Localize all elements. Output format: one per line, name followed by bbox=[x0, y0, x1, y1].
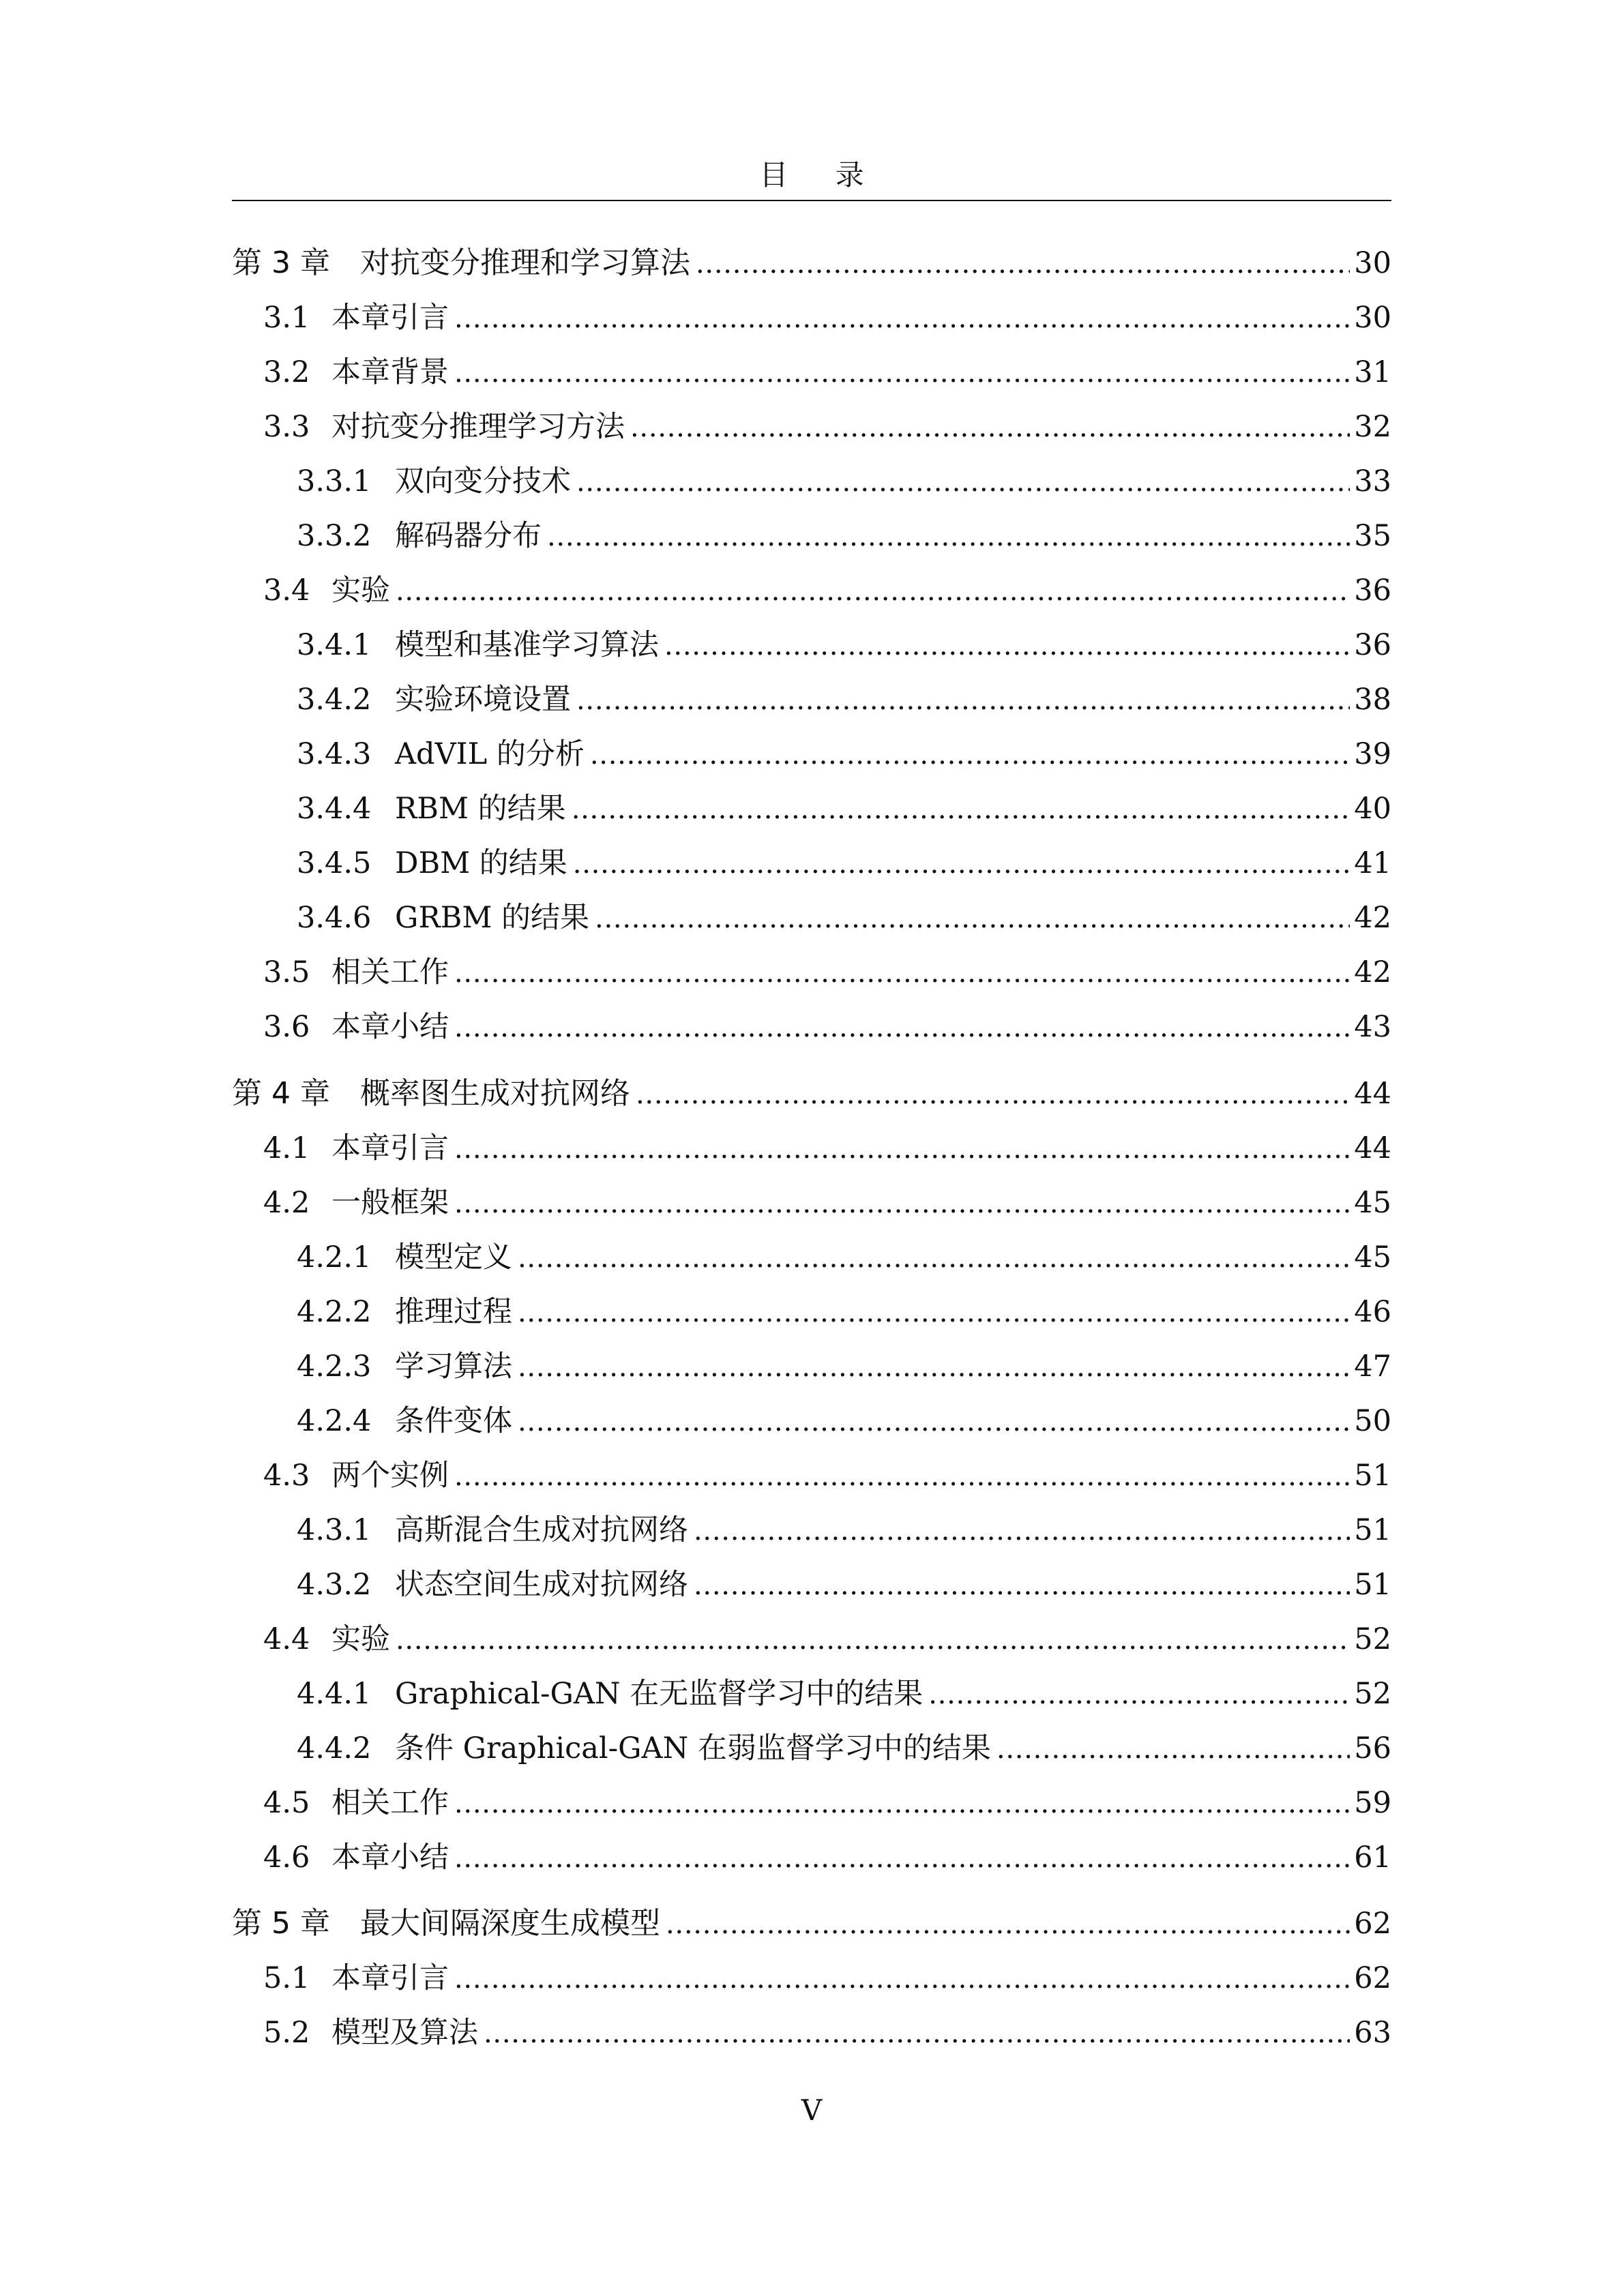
toc-entry-title: 条件 Graphical-GAN 在弱监督学习中的结果 bbox=[395, 1731, 991, 1765]
toc-entry-page-number: 59 bbox=[1354, 1786, 1391, 1820]
toc-subsection-entry[interactable] bbox=[232, 1729, 1391, 1768]
toc-dot-leader bbox=[630, 408, 1350, 447]
toc-dot-leader bbox=[484, 2014, 1350, 2053]
toc-entry-page-number: 39 bbox=[1354, 737, 1391, 771]
toc-section-entry[interactable] bbox=[232, 1129, 1391, 1167]
toc-entry-number: 4.3.2 bbox=[297, 1568, 372, 1602]
toc-section-entry[interactable] bbox=[232, 1457, 1391, 1495]
toc-subsection-entry[interactable] bbox=[232, 681, 1391, 719]
toc-entry-page-number: 36 bbox=[1354, 573, 1391, 608]
toc-entry-page-number: 61 bbox=[1354, 1840, 1391, 1875]
toc-entry-page-number: 35 bbox=[1354, 519, 1391, 553]
toc-dot-leader bbox=[454, 1130, 1350, 1168]
toc-entry-page-number: 32 bbox=[1354, 410, 1391, 444]
toc-section-entry[interactable] bbox=[232, 408, 1391, 446]
toc-entry-page-number: 38 bbox=[1354, 683, 1391, 717]
toc-entry-number: 3.6 bbox=[263, 1010, 310, 1044]
toc-entry-number: 4.1 bbox=[263, 1131, 310, 1165]
toc-entry-number: 3.4.1 bbox=[297, 628, 372, 662]
toc-entry-number: 3.3.1 bbox=[297, 464, 372, 498]
toc-entry-page-number: 41 bbox=[1354, 846, 1391, 880]
toc-entry-title: 最大间隔深度生成模型 bbox=[360, 1906, 660, 1941]
toc-section-entry[interactable] bbox=[232, 1008, 1391, 1046]
toc-entry-page-number: 46 bbox=[1354, 1295, 1391, 1329]
toc-entry-title: GRBM 的结果 bbox=[395, 901, 590, 935]
toc-entry-number: 第 5 章 bbox=[232, 1906, 330, 1941]
toc-entry-page-number: 44 bbox=[1354, 1077, 1391, 1111]
toc-dot-leader bbox=[572, 790, 1350, 829]
toc-entry-title: 两个实例 bbox=[331, 1459, 449, 1493]
toc-subsection-entry[interactable] bbox=[232, 517, 1391, 555]
toc-entry-number: 5.2 bbox=[263, 2016, 310, 2050]
toc-entry-page-number: 30 bbox=[1354, 246, 1391, 280]
toc-entry-page-number: 51 bbox=[1354, 1459, 1391, 1493]
toc-entry-number: 4.4 bbox=[263, 1622, 310, 1656]
toc-entry-number: 3.1 bbox=[263, 301, 310, 335]
toc-subsection-entry[interactable] bbox=[232, 626, 1391, 664]
toc-entry-page-number: 51 bbox=[1354, 1568, 1391, 1602]
toc-subsection-entry[interactable] bbox=[232, 1675, 1391, 1713]
toc-section-entry[interactable] bbox=[232, 1838, 1391, 1877]
toc-entry-title: 相关工作 bbox=[331, 1786, 449, 1820]
toc-entry-number: 4.2.1 bbox=[297, 1240, 372, 1274]
toc-entry-number: 4.2.2 bbox=[297, 1295, 372, 1329]
toc-dot-leader bbox=[696, 245, 1350, 283]
toc-entry-number: 5.1 bbox=[263, 1961, 310, 1995]
toc-entry-number: 4.2.4 bbox=[297, 1404, 372, 1438]
toc-dot-leader bbox=[454, 1785, 1350, 1823]
toc-entry-title: DBM 的结果 bbox=[395, 846, 567, 880]
toc-entry-title: 实验 bbox=[331, 1622, 390, 1656]
toc-dot-leader bbox=[694, 1566, 1350, 1605]
toc-entry-number: 3.4.2 bbox=[297, 683, 372, 717]
toc-entry-number: 3.4 bbox=[263, 573, 310, 608]
toc-entry-page-number: 63 bbox=[1354, 2016, 1391, 2050]
toc-section-entry[interactable] bbox=[232, 1959, 1391, 1997]
toc-dot-leader bbox=[576, 463, 1350, 501]
toc-section-entry[interactable] bbox=[232, 299, 1391, 337]
toc-entry-title: 相关工作 bbox=[331, 955, 449, 989]
toc-entry-title: 高斯混合生成对抗网络 bbox=[395, 1513, 688, 1547]
toc-entry-number: 4.6 bbox=[263, 1840, 310, 1875]
toc-dot-leader bbox=[396, 572, 1350, 610]
toc-dot-leader bbox=[454, 1960, 1350, 1998]
toc-entry-title: 模型定义 bbox=[395, 1240, 512, 1274]
toc-entry-page-number: 45 bbox=[1354, 1186, 1391, 1220]
toc-entry-title: 模型及算法 bbox=[331, 2016, 478, 2050]
toc-entry-page-number: 62 bbox=[1354, 1907, 1391, 1941]
toc-entry-number: 3.5 bbox=[263, 955, 310, 989]
toc-entry-page-number: 33 bbox=[1354, 464, 1391, 498]
toc-section-entry[interactable] bbox=[232, 953, 1391, 992]
toc-entry-page-number: 51 bbox=[1354, 1513, 1391, 1547]
toc-entry-title: 本章背景 bbox=[331, 355, 449, 389]
page-folio: V bbox=[801, 2093, 823, 2127]
toc-entry-title: 对抗变分推理和学习算法 bbox=[360, 245, 690, 280]
toc-subsection-entry[interactable] bbox=[232, 1566, 1391, 1604]
toc-subsection-entry[interactable] bbox=[232, 1511, 1391, 1549]
toc-entry-number: 4.4.2 bbox=[297, 1731, 372, 1765]
toc-entry-number: 4.2 bbox=[263, 1186, 310, 1220]
toc-entry-title: 本章小结 bbox=[331, 1010, 449, 1044]
toc-entry-title: 实验 bbox=[331, 573, 390, 608]
toc-dot-leader bbox=[518, 1403, 1350, 1441]
toc-subsection-entry[interactable] bbox=[232, 735, 1391, 773]
toc-entry-page-number: 40 bbox=[1354, 792, 1391, 826]
toc-subsection-entry[interactable] bbox=[232, 1402, 1391, 1440]
toc-dot-leader bbox=[928, 1675, 1350, 1714]
toc-dot-leader bbox=[518, 1239, 1350, 1277]
toc-entry-page-number: 36 bbox=[1354, 628, 1391, 662]
toc-entry-number: 4.2.3 bbox=[297, 1350, 372, 1384]
toc-entry-number: 3.3.2 bbox=[297, 519, 372, 553]
toc-entry-number: 3.3 bbox=[263, 410, 310, 444]
toc-section-entry[interactable] bbox=[232, 2014, 1391, 2052]
toc-entry-number: 4.5 bbox=[263, 1786, 310, 1820]
toc-entry-page-number: 43 bbox=[1354, 1010, 1391, 1044]
running-header: 目 录 bbox=[759, 158, 883, 192]
toc-entry-title: RBM 的结果 bbox=[395, 792, 566, 826]
toc-entry-page-number: 52 bbox=[1354, 1622, 1391, 1656]
toc-entry-number: 4.3.1 bbox=[297, 1513, 372, 1547]
toc-entry-number: 3.4.5 bbox=[297, 846, 372, 880]
toc-section-entry[interactable] bbox=[232, 353, 1391, 391]
toc-dot-leader bbox=[454, 299, 1350, 338]
toc-dot-leader bbox=[518, 1348, 1350, 1386]
toc-entry-title: 本章引言 bbox=[331, 301, 449, 335]
toc-entry-number: 3.4.4 bbox=[297, 792, 372, 826]
toc-dot-leader bbox=[454, 954, 1350, 992]
toc-entry-page-number: 44 bbox=[1354, 1131, 1391, 1165]
toc-dot-leader bbox=[694, 1512, 1350, 1550]
toc-dot-leader bbox=[576, 681, 1350, 719]
toc-entry-page-number: 50 bbox=[1354, 1404, 1391, 1438]
toc-dot-leader bbox=[454, 1839, 1350, 1877]
toc-entry-number: 第 3 章 bbox=[232, 245, 330, 280]
toc-entry-title: 本章引言 bbox=[331, 1961, 449, 1995]
toc-entry-title: 状态空间生成对抗网络 bbox=[395, 1568, 688, 1602]
toc-section-entry[interactable] bbox=[232, 1184, 1391, 1222]
toc-dot-leader bbox=[666, 1905, 1350, 1943]
toc-entry-page-number: 56 bbox=[1354, 1731, 1391, 1765]
toc-dot-leader bbox=[636, 1075, 1350, 1114]
toc-dot-leader bbox=[595, 899, 1350, 938]
toc-entry-title: 条件变体 bbox=[395, 1404, 512, 1438]
toc-entry-page-number: 62 bbox=[1354, 1961, 1391, 1995]
toc-dot-leader bbox=[454, 1009, 1350, 1047]
toc-subsection-entry[interactable] bbox=[232, 1293, 1391, 1331]
toc-entry-title: 实验环境设置 bbox=[395, 683, 571, 717]
toc-dot-leader bbox=[547, 518, 1350, 556]
toc-dot-leader bbox=[518, 1294, 1350, 1332]
toc-entry-title: 一般框架 bbox=[331, 1186, 449, 1220]
toc-entry-number: 4.4.1 bbox=[297, 1677, 372, 1711]
toc-entry-page-number: 45 bbox=[1354, 1240, 1391, 1274]
toc-entry-page-number: 31 bbox=[1354, 355, 1391, 389]
toc-section-entry[interactable] bbox=[232, 1620, 1391, 1658]
toc-subsection-entry[interactable] bbox=[232, 790, 1391, 828]
toc-entry-title: 对抗变分推理学习方法 bbox=[331, 410, 625, 444]
toc-entry-page-number: 42 bbox=[1354, 955, 1391, 989]
toc-entry-number: 3.4.6 bbox=[297, 901, 372, 935]
toc-entry-title: 学习算法 bbox=[395, 1350, 512, 1384]
toc-dot-leader bbox=[454, 1457, 1350, 1495]
table-of-contents bbox=[232, 0, 1391, 2296]
toc-dot-leader bbox=[396, 1621, 1350, 1659]
toc-entry-title: 解码器分布 bbox=[395, 519, 542, 553]
toc-dot-leader bbox=[664, 627, 1350, 665]
toc-entry-page-number: 52 bbox=[1354, 1677, 1391, 1711]
toc-subsection-entry[interactable] bbox=[232, 899, 1391, 937]
toc-entry-title: 推理过程 bbox=[395, 1295, 512, 1329]
toc-section-entry[interactable] bbox=[232, 571, 1391, 610]
toc-entry-title: 双向变分技术 bbox=[395, 464, 571, 498]
toc-subsection-entry[interactable] bbox=[232, 1347, 1391, 1386]
toc-chapter-entry[interactable] bbox=[232, 244, 1391, 282]
toc-entry-title: 模型和基准学习算法 bbox=[395, 628, 659, 662]
toc-dot-leader bbox=[590, 736, 1350, 774]
toc-subsection-entry[interactable] bbox=[232, 844, 1391, 882]
toc-entry-title: 本章小结 bbox=[331, 1840, 449, 1875]
toc-dot-leader bbox=[454, 1184, 1350, 1223]
toc-entry-page-number: 30 bbox=[1354, 301, 1391, 335]
toc-entry-number: 3.4.3 bbox=[297, 737, 372, 771]
toc-subsection-entry[interactable] bbox=[232, 1238, 1391, 1277]
toc-entry-title: 概率图生成对抗网络 bbox=[360, 1076, 630, 1111]
toc-dot-leader bbox=[996, 1730, 1350, 1768]
toc-dot-leader bbox=[573, 845, 1350, 883]
toc-entry-page-number: 42 bbox=[1354, 901, 1391, 935]
toc-entry-number: 第 4 章 bbox=[232, 1076, 330, 1111]
toc-entry-title: Graphical-GAN 在无监督学习中的结果 bbox=[395, 1677, 924, 1711]
toc-chapter-entry[interactable] bbox=[232, 1075, 1391, 1113]
toc-dot-leader bbox=[454, 354, 1350, 392]
toc-chapter-entry[interactable] bbox=[232, 1905, 1391, 1943]
toc-entry-title: 本章引言 bbox=[331, 1131, 449, 1165]
toc-entry-number: 3.2 bbox=[263, 355, 310, 389]
toc-section-entry[interactable] bbox=[232, 1784, 1391, 1822]
toc-entry-page-number: 47 bbox=[1354, 1350, 1391, 1384]
toc-entry-title: AdVIL 的分析 bbox=[395, 737, 585, 771]
toc-entry-number: 4.3 bbox=[263, 1459, 310, 1493]
toc-subsection-entry[interactable] bbox=[232, 462, 1391, 501]
